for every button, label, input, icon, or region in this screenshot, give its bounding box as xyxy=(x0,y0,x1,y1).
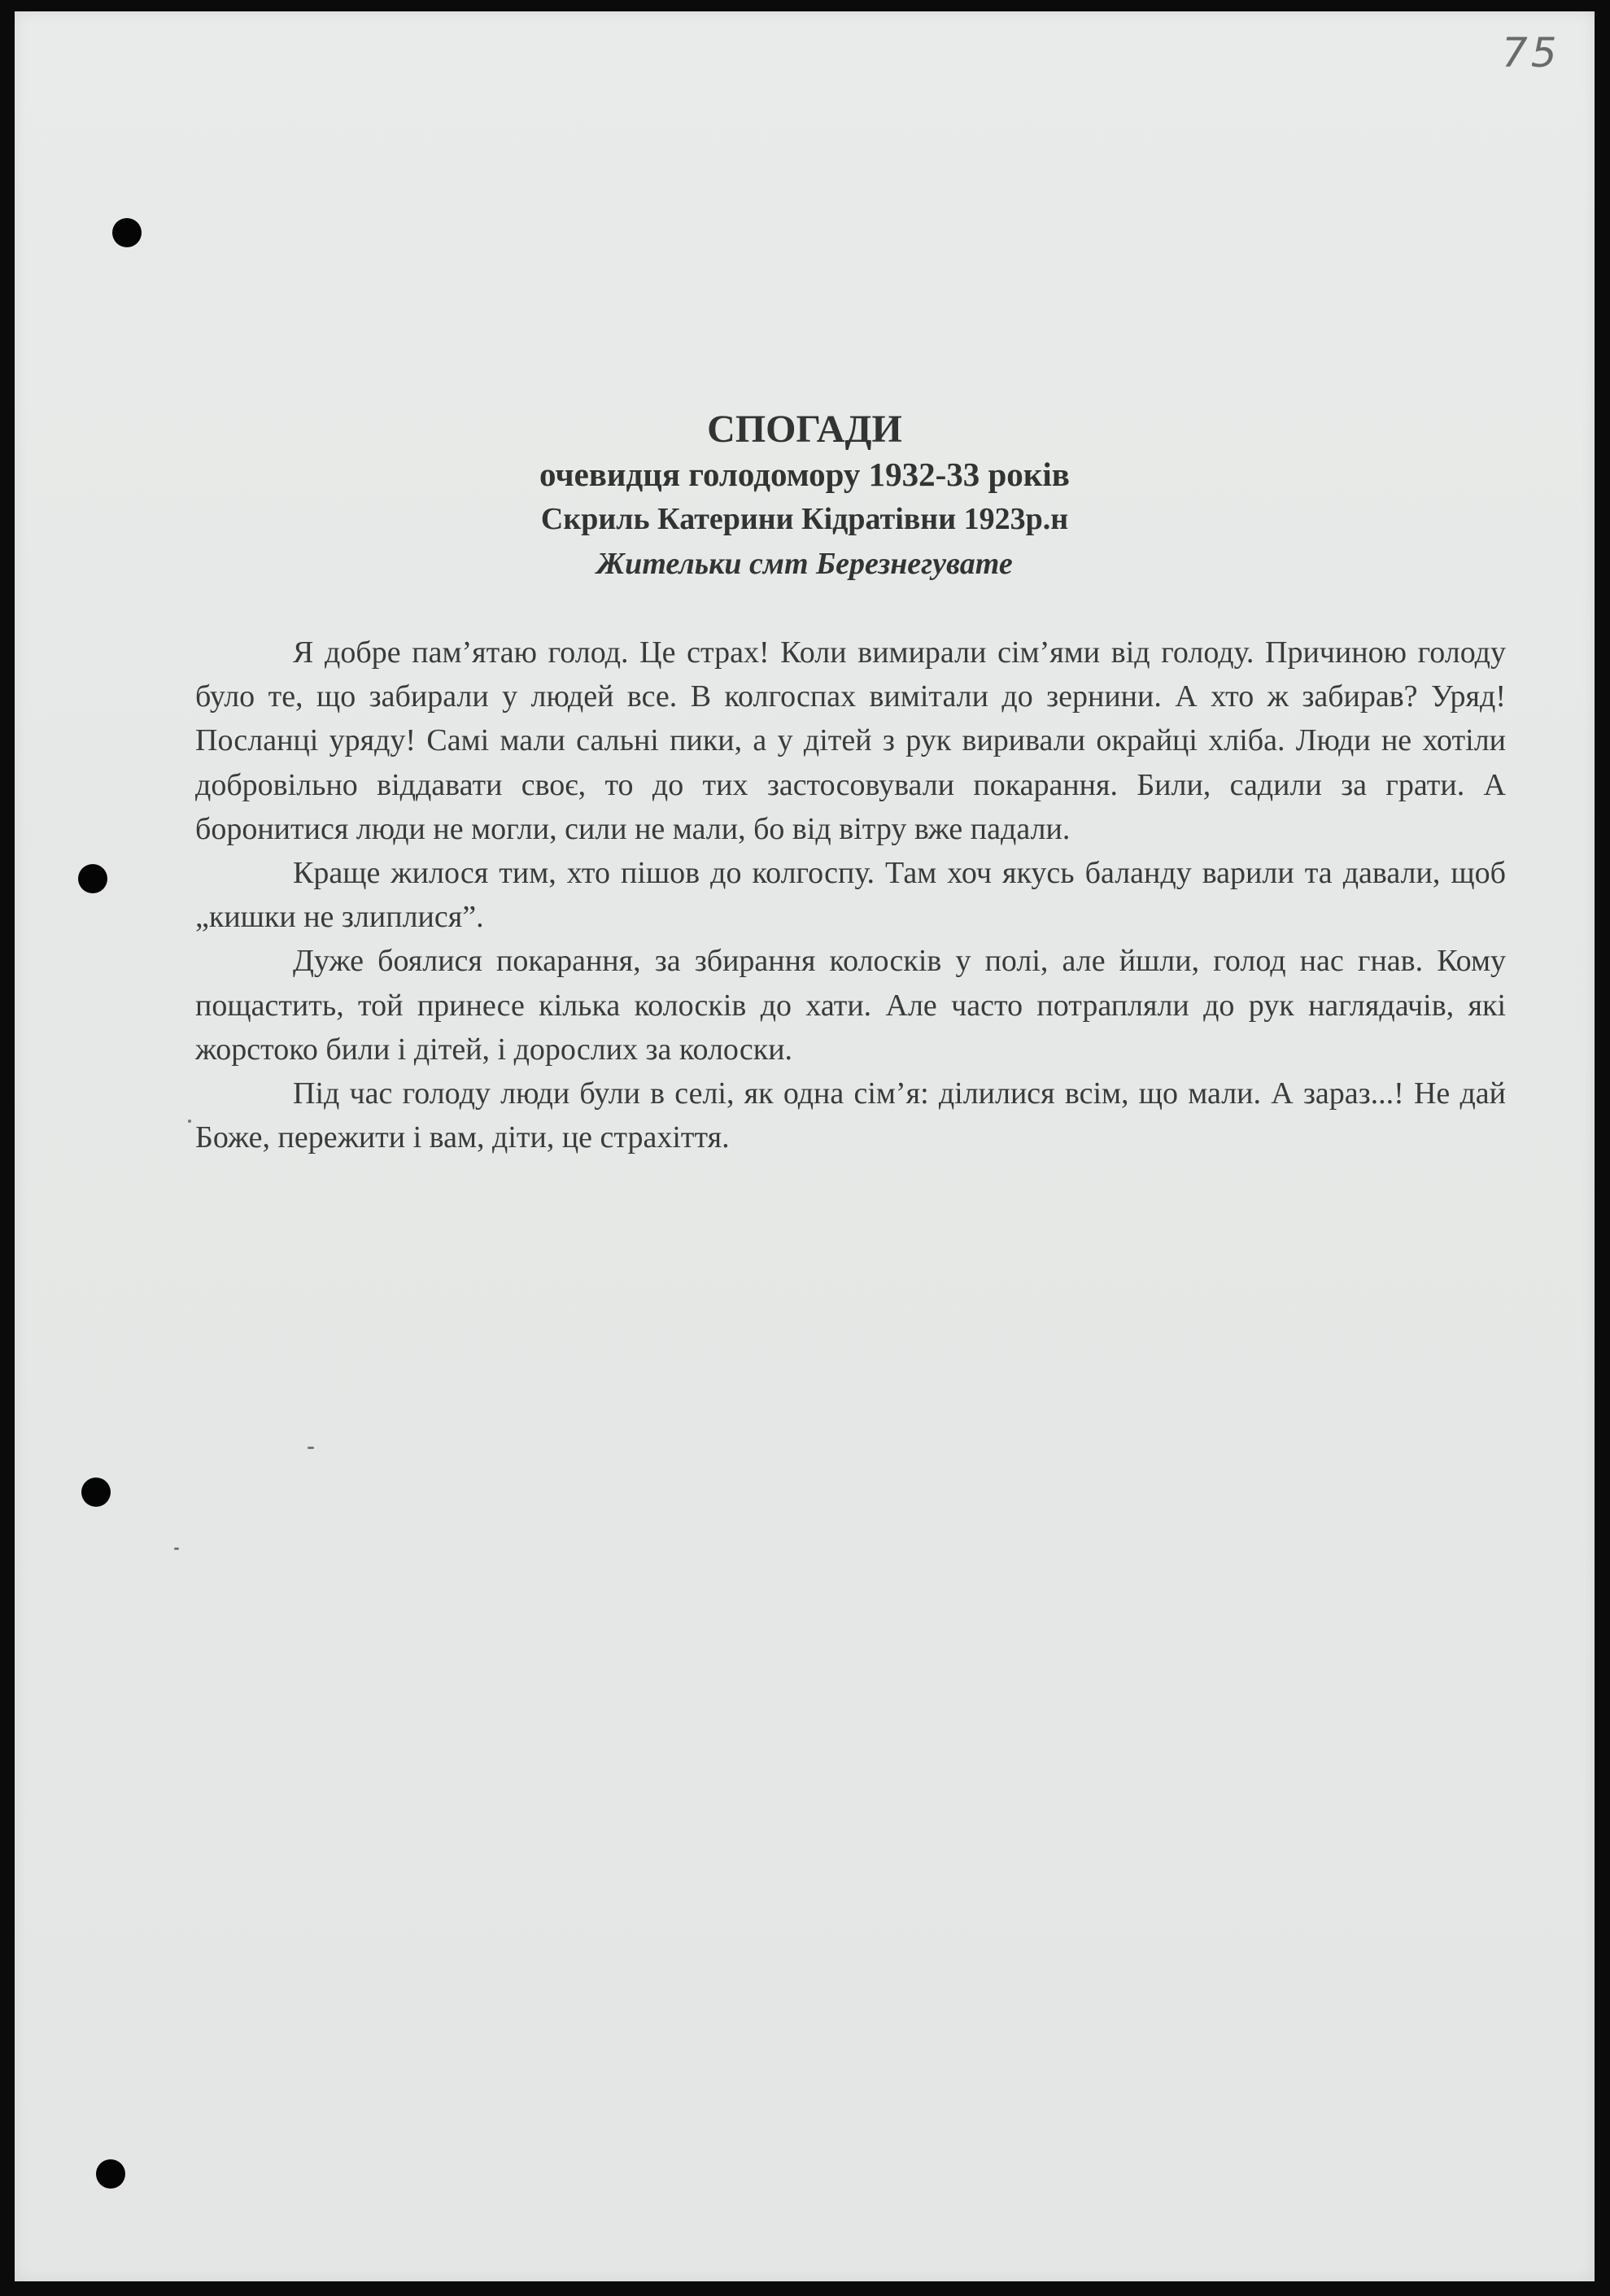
paper-speck xyxy=(308,1447,314,1449)
paper-speck xyxy=(174,1547,179,1550)
punch-hole xyxy=(81,1478,111,1507)
punch-hole xyxy=(112,218,142,247)
paper-speck xyxy=(188,1120,191,1123)
document-title: СПОГАДИ xyxy=(707,408,902,451)
paragraph: Краще жилося тим, хто пішов до колгоспу. Там хоч якусь баланду варили та давали, щоб „кишки не злиплися”. xyxy=(195,856,1506,935)
document-subtitle: очевидця голодомору 1932-33 років xyxy=(539,456,1070,493)
document-page xyxy=(15,11,1595,2281)
page-number: 75 xyxy=(1502,29,1560,76)
witness-residence: Жительки смт Березнегувате xyxy=(596,547,1013,581)
paragraph: Я добре пам’ятаю голод. Це страх! Коли вимирали сім’ями від голоду. Причиною голоду було те, що забирали у людей все. В колгоспах вимітали до зернини. А хто ж забирав? Уряд! Посланці уряду! Самі мали сальні пики, а у дітей з рук виривали окрайці хліба. Люди не хотіли добровільно віддавати своє, то до тих застосовували покарання. Били, садили за грати. А боронитися люди не могли, сили не мали, бо від вітру вже падали. xyxy=(195,635,1506,846)
witness-name: Скриль Катерини Кідратівни 1923р.н xyxy=(540,502,1069,536)
paragraph: Дуже боялися покарання, за збирання колосків у полі, але йшли, голод нас гнав. Кому пощастить, той принесе кілька колосків до хати. Але часто потрапляли до рук наглядачів, які жорстоко били і дітей, і дорослих за колоски. xyxy=(195,944,1506,1067)
punch-hole xyxy=(78,864,107,893)
paragraph: Під час голоду люди були в селі, як одна сім’я: ділилися всім, що мали. А зараз...! Не дай Боже, пережити і вам, діти, це страхіття. xyxy=(195,1076,1506,1155)
document-header xyxy=(15,407,1595,587)
punch-hole xyxy=(96,2159,125,2189)
testimony-text xyxy=(195,631,1506,1159)
